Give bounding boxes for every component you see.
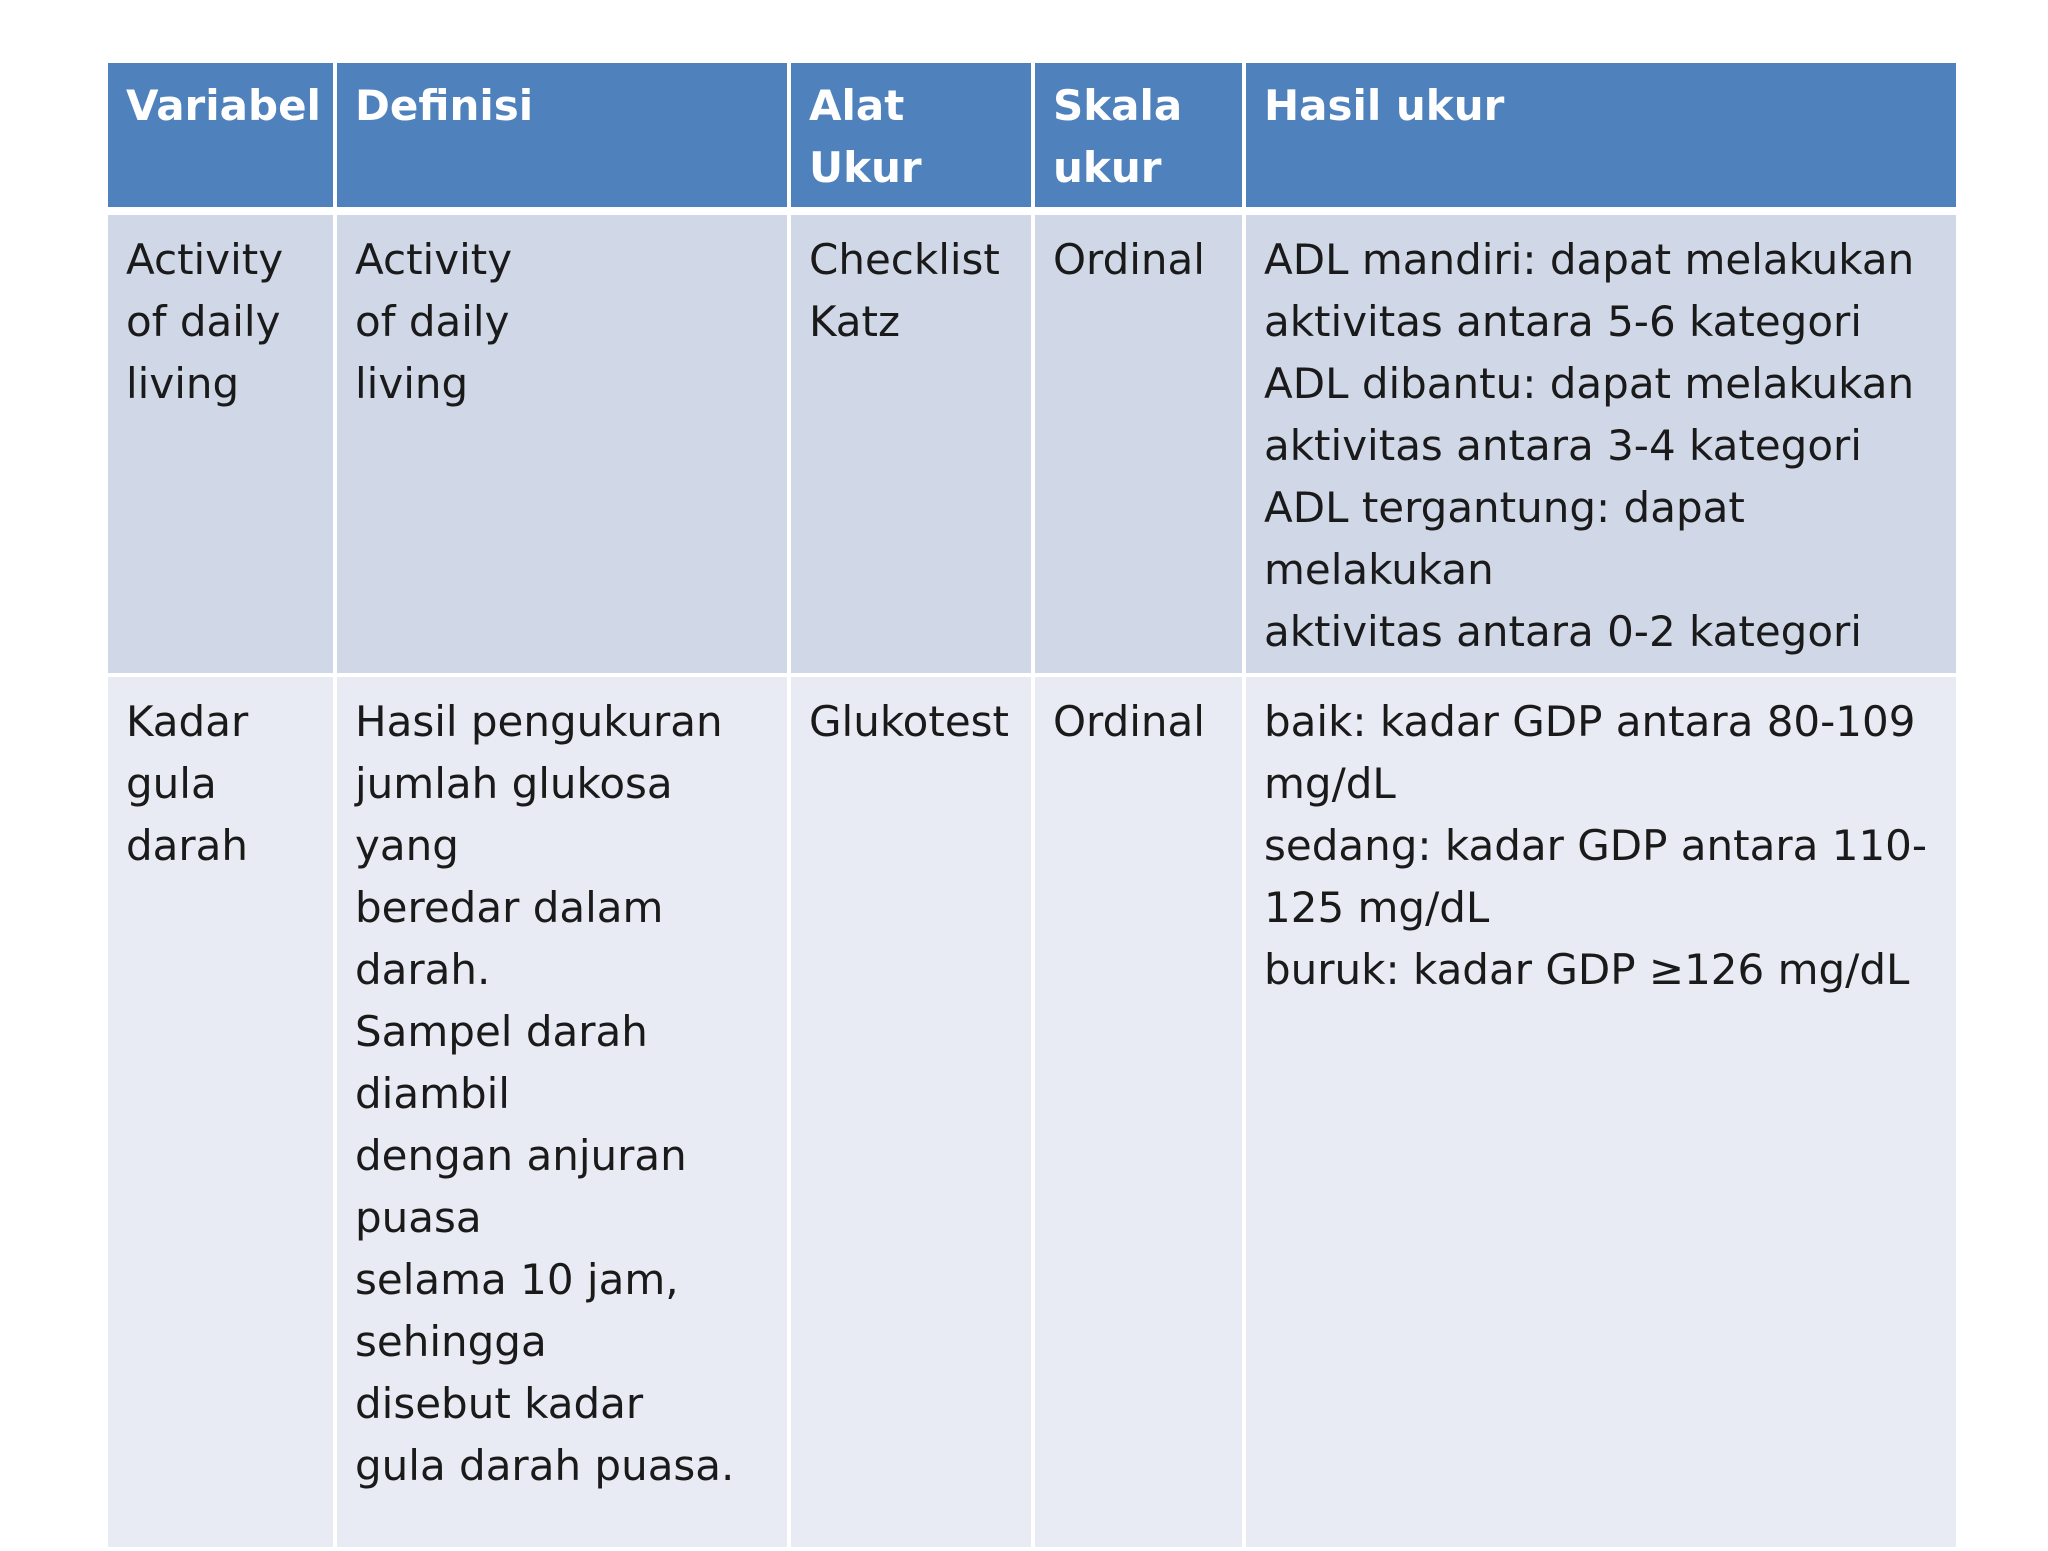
header-definisi: Definisi bbox=[335, 61, 789, 211]
header-alat-ukur: Alat Ukur bbox=[789, 61, 1033, 211]
cell-definisi: Activity of daily living bbox=[335, 211, 789, 675]
cell-alat-ukur: Checklist Katz bbox=[789, 211, 1033, 675]
cell-variabel: Activity of daily living bbox=[106, 211, 335, 675]
header-skala-ukur: Skala ukur bbox=[1033, 61, 1244, 211]
table-row bbox=[106, 675, 1958, 1549]
table-header bbox=[106, 61, 1958, 211]
table-row bbox=[106, 211, 1958, 675]
cell-skala-ukur: Ordinal bbox=[1033, 675, 1244, 1549]
header-row bbox=[106, 61, 1958, 211]
cell-alat-ukur: Glukotest bbox=[789, 675, 1033, 1549]
variable-definition-table bbox=[104, 59, 1960, 1551]
cell-skala-ukur: Ordinal bbox=[1033, 211, 1244, 675]
cell-hasil-ukur: ADL mandiri: dapat melakukan aktivitas antara 5-6 kategori ADL dibantu: dapat melakukan aktivitas antara 3-4 kategori ADL tergantung: dapat melakukan aktivitas antara 0-2 kategori bbox=[1244, 211, 1958, 675]
cell-hasil-ukur: baik: kadar GDP antara 80-109 mg/dL sedang: kadar GDP antara 110- 125 mg/dL buruk: kadar GDP ≥126 mg/dL bbox=[1244, 675, 1958, 1549]
header-hasil-ukur: Hasil ukur bbox=[1244, 61, 1958, 211]
cell-variabel: Kadar gula darah bbox=[106, 675, 335, 1549]
cell-definisi: Hasil pengukuran jumlah glukosa yang beredar dalam darah. Sampel darah diambil dengan anjuran puasa selama 10 jam, sehingga disebut kadar gula darah puasa. bbox=[335, 675, 789, 1549]
header-variabel: Variabel bbox=[106, 61, 335, 211]
table-body bbox=[106, 211, 1958, 1549]
